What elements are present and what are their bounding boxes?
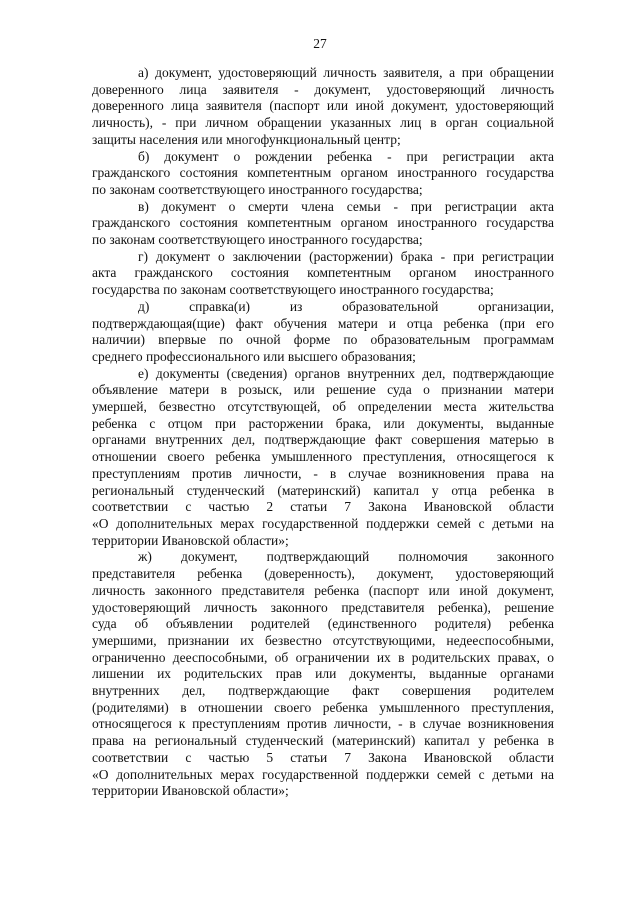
paragraph-line: соответствии с частью 5 статьи 7 Закона Ивановской области [92, 749, 554, 765]
paragraph-line: среднего профессионального или высшего образования; [92, 348, 416, 364]
paragraph-line: территории Ивановской области»; [92, 532, 289, 548]
page-number: 27 [313, 36, 327, 51]
paragraph-v [92, 199, 554, 249]
paragraph-e [92, 366, 554, 550]
paragraph-line: а) документ, удостоверяющий личность заявителя, а при обращении [138, 65, 554, 80]
paragraph-line: гражданского состояния компетентным органом иностранного государства [92, 215, 554, 231]
paragraph-line: права на региональный студенческий (материнский) капитал у ребенка в [92, 733, 554, 749]
paragraph-line: «О дополнительных мерах государственной поддержки семей с детьми на [92, 515, 554, 531]
paragraph-line: защиты населения или многофункциональный центр; [92, 131, 401, 147]
paragraph-line: соответствии с частью 2 статьи 7 Закона Ивановской области [92, 499, 554, 515]
paragraph-g [92, 249, 554, 299]
paragraph-line: относящегося к преступлениям против личности, - в случае возникновения [92, 716, 554, 732]
paragraph-line: в) документ о смерти члена семьи - при регистрации акта [138, 198, 554, 214]
paragraph-line: б) документ о рождении ребенка - при регистрации акта [138, 148, 554, 164]
paragraph-d [92, 299, 554, 366]
paragraph-line: органами внутренних дел, подтверждающие факт совершения матерью в [92, 432, 554, 448]
paragraph-line: ж) документ, подтверждающий полномочия законного [138, 549, 554, 565]
paragraph-line: по законам соответствующего иностранного государства; [92, 181, 423, 197]
paragraph-line: наличии) впервые по очной форме по образовательным программам [92, 332, 554, 348]
paragraph-line: по законам соответствующего иностранного государства; [92, 232, 423, 248]
paragraph-line: преступлениям против личности, - в случае возникновения права на [92, 465, 554, 481]
paragraph-line: региональный студенческий (материнский) капитал у отца ребенка в [92, 482, 554, 498]
paragraph-line: «О дополнительных мерах государственной поддержки семей с детьми на [92, 766, 554, 782]
paragraph-line: личность законного представителя ребенка (паспорт или иной документ, [92, 582, 554, 598]
paragraph-line: представителя ребенка (доверенность), документ, удостоверяющий [92, 566, 554, 582]
paragraph-line: акта гражданского состояния компетентным органом иностранного [92, 265, 554, 281]
paragraph-line: внутренних дел, подтверждающие факт совершения родителем [92, 683, 554, 699]
paragraph-a [92, 65, 554, 149]
paragraph-zh [92, 549, 554, 800]
paragraph-line: е) документы (сведения) органов внутренних дел, подтверждающие [138, 365, 554, 381]
paragraph-line: объявление матери в розыск, или решение суда о признании матери [92, 382, 554, 398]
paragraph-line: ограниченно дееспособными, об ограничении их в родительских правах, о [92, 649, 554, 665]
paragraph-b [92, 149, 554, 199]
paragraph-line: г) документ о заключении (расторжении) брака - при регистрации [138, 248, 554, 264]
paragraph-line: умершими, признании их безвестно отсутствующими, недееспособными, [92, 632, 554, 648]
paragraph-line: отношении своего ребенка умышленного преступления, относящегося к [92, 449, 554, 465]
paragraph-line: ребенка с отцом при расторжении брака, или документы, выданные [92, 415, 554, 431]
paragraph-line: д) справка(и) из образовательной организации, [138, 298, 554, 314]
paragraph-line: гражданского состояния компетентным органом иностранного государства [92, 165, 554, 181]
paragraph-line: доверенного лица заявителя (паспорт или иной документ, удостоверяющий [92, 98, 554, 114]
paragraph-line: умершей, безвестно отсутствующей, об определении места жительства [92, 399, 554, 415]
paragraph-line: суда об объявлении родителей (единственного родителя) ребенка [92, 616, 554, 632]
paragraph-line: территории Ивановской области»; [92, 783, 289, 799]
paragraph-line: лишении их родительских прав или документы, выданные органами [92, 666, 554, 682]
paragraph-line: личность), - при личном обращении указанных лиц в орган социальной [92, 115, 554, 131]
paragraph-line: (родителями) в отношении своего ребенка умышленного преступления, [92, 699, 554, 715]
paragraph-line: удостоверяющий личность законного представителя ребенка), решение [92, 599, 554, 615]
paragraph-line: доверенного лица заявителя - документ, удостоверяющий личность [92, 81, 554, 97]
paragraph-line: государства по законам соответствующего иностранного государства; [92, 282, 494, 298]
document-body [92, 65, 554, 800]
paragraph-line: подтверждающая(щие) факт обучения матери и отца ребенка (при его [92, 315, 554, 331]
